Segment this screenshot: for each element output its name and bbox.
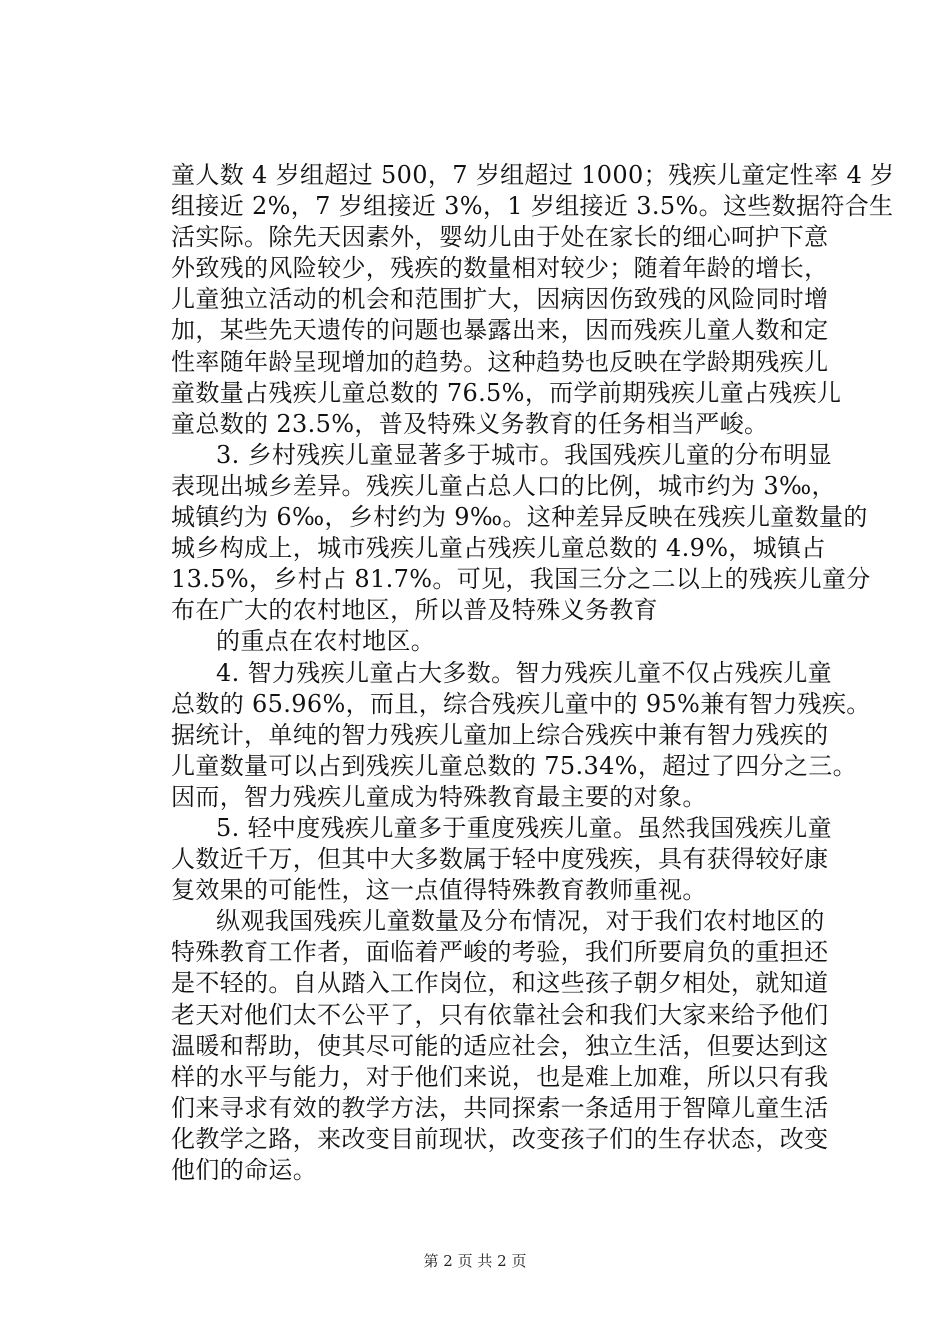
text-line: 城镇约为 6‰，乡村约为 9‰。这种差异反映在残疾儿童数量的 bbox=[171, 503, 868, 532]
text-line: 童总数的 23.5%，普及特殊义务教育的任务相当严峻。 bbox=[171, 409, 769, 438]
text-line: 加，某些先天遗传的问题也暴露出来，因而残疾儿童人数和定 bbox=[171, 316, 829, 345]
text-line: 性率随年龄呈现增加的趋势。这种趋势也反映在学龄期残疾儿 bbox=[171, 347, 829, 376]
paragraph-5-first-line: 5. 轻中度残疾儿童多于重度残疾儿童。虽然我国残疾儿童 bbox=[216, 813, 832, 842]
text-line: 活实际。除先天因素外，婴幼儿由于处在家长的细心呵护下意 bbox=[171, 223, 829, 252]
text-line: 童数量占残疾儿童总数的 76.5%，而学前期残疾儿童占残疾儿 bbox=[171, 378, 842, 407]
text-line: 他们的命运。 bbox=[171, 1156, 318, 1184]
paragraph-4-first-line: 4. 智力残疾儿童占大多数。智力残疾儿童不仅占残疾儿童 bbox=[216, 658, 832, 687]
text-line-continuation: 的重点在农村地区。 bbox=[216, 627, 436, 656]
text-line: 童人数 4 岁组超过 500，7 岁组超过 1000；残疾儿童定性率 4 岁 bbox=[171, 161, 895, 189]
text-line: 组接近 2%，7 岁组接近 3%，1 岁组接近 3.5%。这些数据符合生 bbox=[171, 192, 894, 221]
page-number-label: 第 2 页 共 2 页 bbox=[423, 1252, 527, 1270]
text-line: 13.5%，乡村占 81.7%。可见，我国三分之二以上的残疾儿童分 bbox=[171, 565, 871, 594]
text-line: 因而，智力残疾儿童成为特殊教育最主要的对象。 bbox=[171, 782, 707, 811]
text-line: 温暖和帮助，使其尽可能的适应社会，独立生活，但要达到这 bbox=[171, 1031, 829, 1060]
text-line: 城乡构成上，城市残疾儿童占残疾儿童总数的 4.9%，城镇占 bbox=[171, 534, 826, 563]
text-line: 布在广大的农村地区，所以普及特殊义务教育 bbox=[171, 596, 658, 625]
text-line: 表现出城乡差异。残疾儿童占总人口的比例，城市约为 3‰， bbox=[171, 471, 836, 500]
text-line: 人数近千万，但其中大多数属于轻中度残疾，具有获得较好康 bbox=[171, 845, 829, 874]
text-line: 复效果的可能性，这一点值得特殊教育教师重视。 bbox=[171, 876, 707, 905]
text-line: 外致残的风险较少，残疾的数量相对较少；随着年龄的增长， bbox=[171, 254, 829, 283]
paragraph-3-first-line: 3. 乡村残疾儿童显著多于城市。我国残疾儿童的分布明显 bbox=[216, 440, 832, 469]
text-line: 们来寻求有效的教学方法，共同探索一条适用于智障儿童生活 bbox=[171, 1093, 829, 1122]
paragraph-6-first-line: 纵观我国残疾儿童数量及分布情况，对于我们农村地区的 bbox=[216, 907, 825, 936]
text-line: 化教学之路，来改变目前现状，改变孩子们的生存状态，改变 bbox=[171, 1124, 829, 1153]
text-line: 据统计，单纯的智力残疾儿童加上综合残疾中兼有智力残疾的 bbox=[171, 720, 829, 749]
text-line: 是不轻的。自从踏入工作岗位，和这些孩子朝夕相处，就知道 bbox=[171, 969, 829, 998]
text-line: 儿童数量可以占到残疾儿童总数的 75.34%，超过了四分之三。 bbox=[171, 751, 857, 780]
text-line: 特殊教育工作者，面临着严峻的考验，我们所要肩负的重担还 bbox=[171, 938, 829, 967]
text-line: 总数的 65.96%，而且，综合残疾儿童中的 95%兼有智力残疾。 bbox=[171, 689, 871, 718]
text-line: 样的水平与能力，对于他们来说，也是难上加难，所以只有我 bbox=[171, 1062, 829, 1091]
text-line: 儿童独立活动的机会和范围扩大，因病因伤致残的风险同时增 bbox=[171, 285, 829, 314]
document-body bbox=[171, 160, 895, 1186]
text-line: 老天对他们太不公平了，只有依靠社会和我们大家来给予他们 bbox=[171, 1000, 829, 1029]
page-footer bbox=[0, 1250, 950, 1271]
